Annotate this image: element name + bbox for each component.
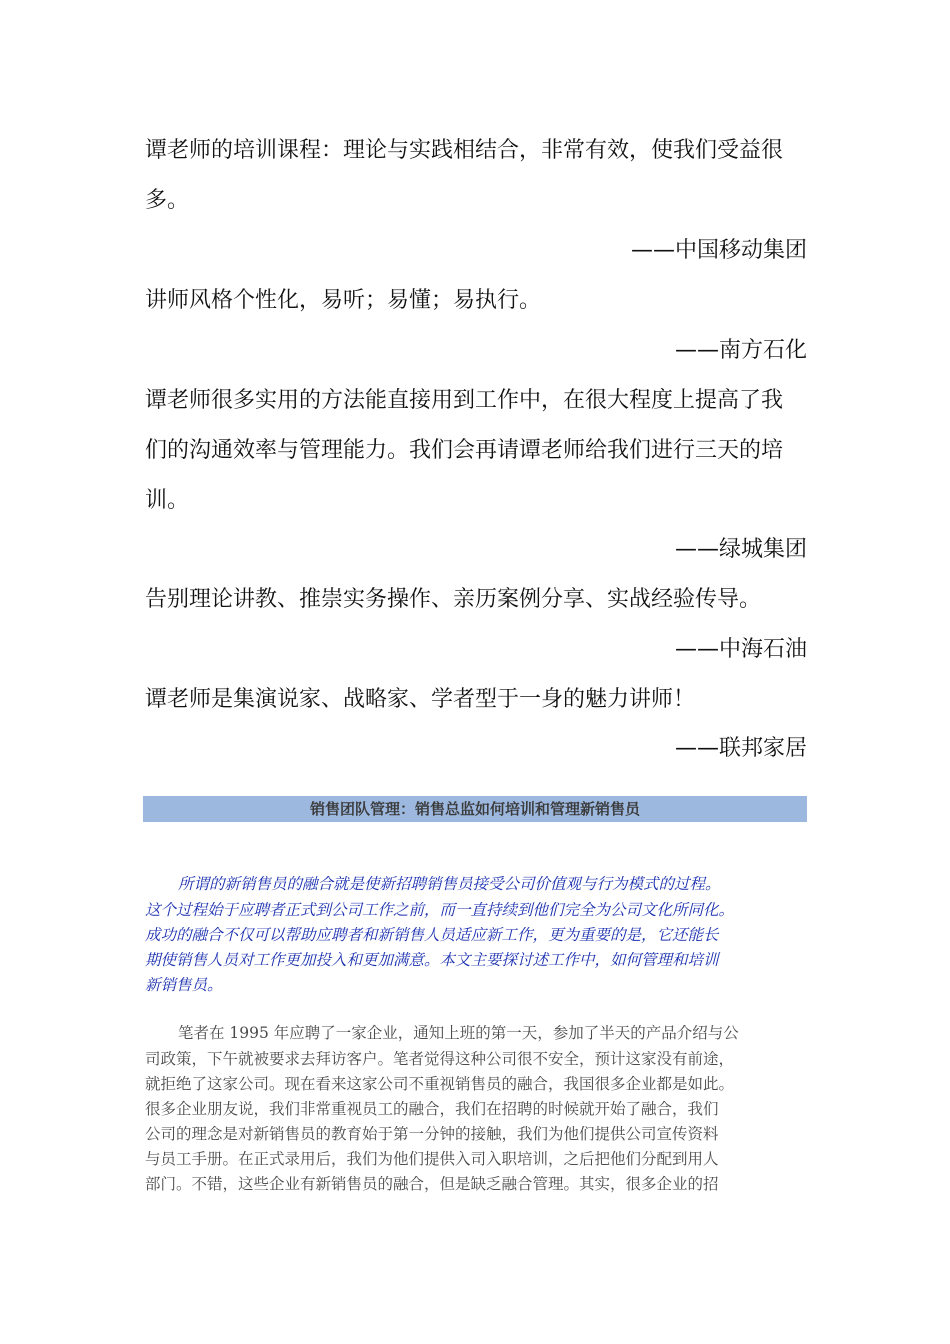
intro-line-4: 期使销售人员对工作更加投入和更加满意。本文主要探讨述工作中，如何管理和培训 [145,951,719,969]
body-line-6: 与员工手册。在正式录用后，我们为他们提供入司入职培训，之后把他们分配到用人 [145,1150,719,1168]
testimonial-2-source: ——南方石化 [674,338,807,363]
body-line-1: 笔者在 1995 年应聘了一家企业，通知上班的第一天，参加了半天的产品介绍与公 [178,1024,739,1042]
intro-line-5: 新销售员。 [145,976,223,994]
body-line-2: 司政策，下午就被要求去拜访客户。笔者觉得这种公司很不安全，预计这家没有前途， [145,1050,735,1068]
body-line-3: 就拒绝了这家公司。现在看来这家公司不重视销售员的融合，我国很多企业都是如此。 [145,1075,735,1093]
testimonial-2-line-1: 讲师风格个性化，易听；易懂；易执行。 [145,288,542,313]
testimonial-5-source: ——联邦家居 [674,736,807,761]
testimonial-4-line-1: 告别理论讲教、推崇实务操作、亲历案例分享、实战经验传导。 [145,587,762,612]
testimonial-4-source: ——中海石油 [674,637,807,662]
intro-line-1: 所谓的新销售员的融合就是使新招聘销售员接受公司价值观与行为模式的过程。 [178,875,721,893]
body-line-7: 部门。不错，这些企业有新销售员的融合，但是缺乏融合管理。其实，很多企业的招 [145,1175,719,1193]
testimonial-5-line-1: 谭老师是集演说家、战略家、学者型于一身的魅力讲师！ [145,687,696,712]
testimonial-3-line-1: 谭老师很多实用的方法能直接用到工作中，在很大程度上提高了我 [145,388,784,413]
article-title-banner: 销售团队管理：销售总监如何培训和管理新销售员 [143,796,807,822]
testimonial-1-line-2: 多。 [145,188,190,213]
testimonial-3-line-2: 们的沟通效率与管理能力。我们会再请谭老师给我们进行三天的培 [145,438,784,463]
body-line-5: 公司的理念是对新销售员的教育始于第一分钟的接触，我们为他们提供公司宣传资料 [145,1125,719,1143]
testimonial-1-line-1: 谭老师的培训课程：理论与实践相结合，非常有效，使我们受益很 [145,138,784,163]
intro-line-2: 这个过程始于应聘者正式到公司工作之前，而一直持续到他们完全为公司文化所同化。 [145,901,735,919]
testimonial-1-source: ——中国移动集团 [630,238,807,263]
intro-line-3: 成功的融合不仅可以帮助应聘者和新销售人员适应新工作，更为重要的是，它还能长 [145,926,719,944]
testimonial-3-line-3: 训。 [145,488,190,513]
body-line-4: 很多企业朋友说，我们非常重视员工的融合，我们在招聘的时候就开始了融合，我们 [145,1100,719,1118]
testimonial-3-source: ——绿城集团 [674,537,807,562]
